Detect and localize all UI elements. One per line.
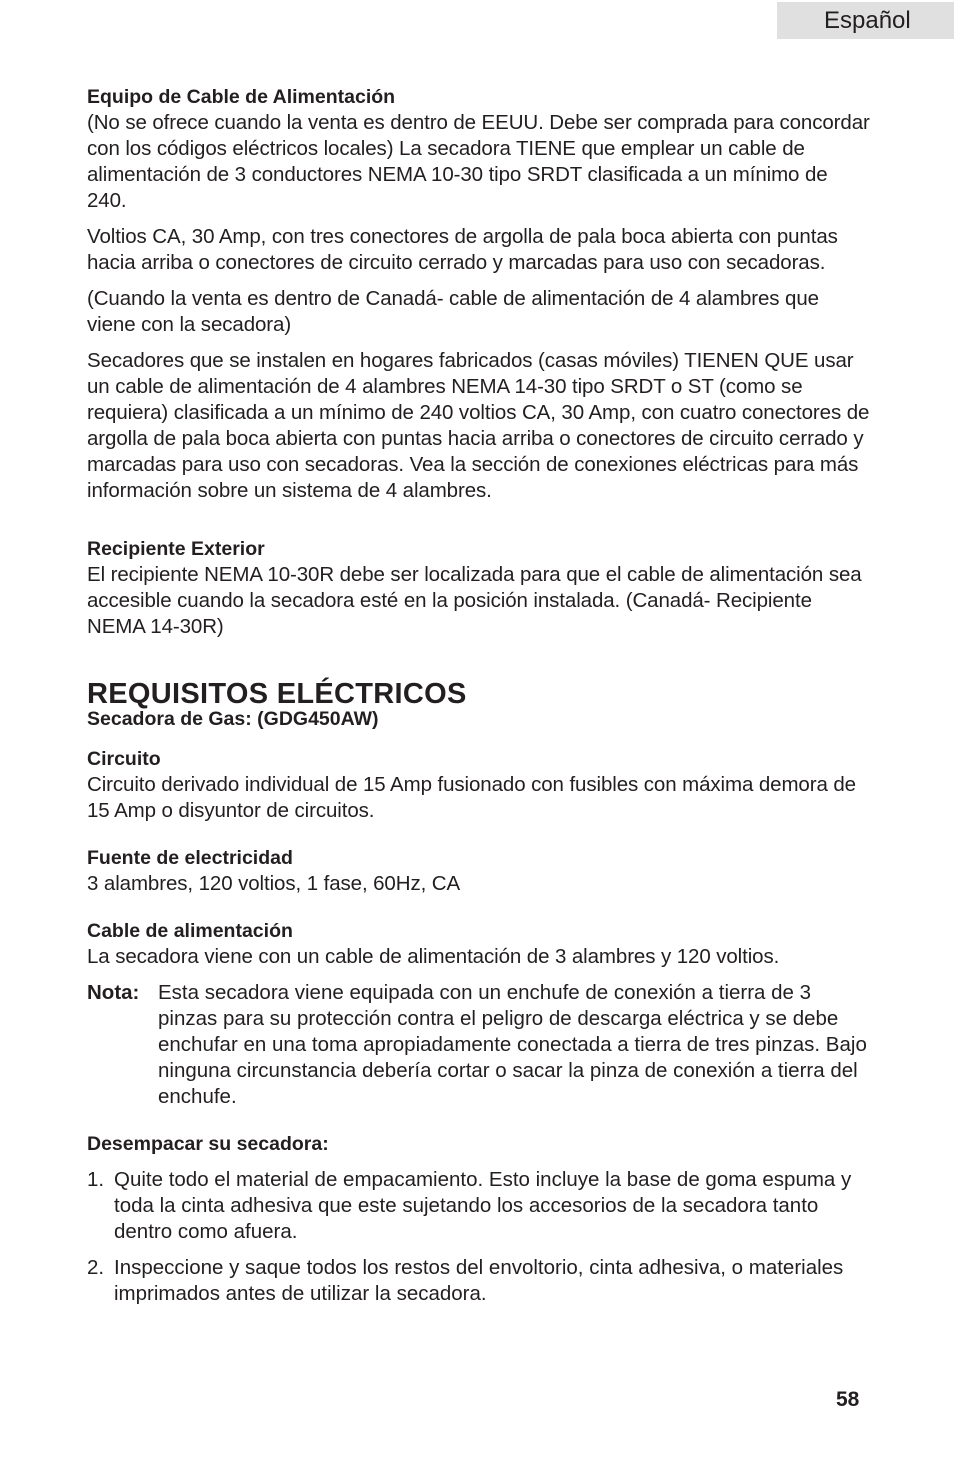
note-label: Nota: xyxy=(87,981,140,1004)
receptacle-paragraph: El recipiente NEMA 10-30R debe ser localizada para que el cable de alimentación sea accesible cuando la secadora esté en la posición instalada. (Canadá- Recipiente NEMA 14-30R) xyxy=(87,563,862,638)
power-source-text: 3 alambres, 120 voltios, 1 fase, 60Hz, CA xyxy=(87,872,461,895)
list-item-number: 1. xyxy=(87,1168,105,1191)
page-content xyxy=(87,84,872,1307)
cord-text: La secadora viene con un cable de alimentación de 3 alambres y 120 voltios. xyxy=(87,945,780,968)
receptacle-heading: Recipiente Exterior xyxy=(87,538,265,560)
power-cord-paragraph-4: Secadores que se instalen en hogares fabricados (casas móviles) TIENEN QUE usar un cable de alimentación de 4 alambres NEMA 14-30 tipo SRDT o ST (como se requiera) clasificada a un mínimo de 240 voltios CA, 30 Amp, con cuatro conectores de argolla de pala boca abierta con puntas hacia arriba o conectores de circuito cerrado y marcadas para uso con secadoras. Vea la sección de conexiones eléctricas para más información sobre un sistema de 4 alambres. xyxy=(87,349,870,502)
list-item-text: Quite todo el material de empacamiento. Esto incluye la base de goma espuma y toda la cinta adhesiva que este sujetando los accesorios de la secadora tanto dentro como afuera. xyxy=(114,1168,852,1243)
list-item xyxy=(87,1167,872,1245)
note-text: Esta secadora viene equipada con un enchufe de conexión a tierra de 3 pinzas para su protección contra el peligro de descarga eléctrica y se debe enchufar en una toma apropiadamente conectada a tierra de tres pinzas. Bajo ninguna circunstancia debería cortar o sacar la pinza de conexión a tierra del enchufe. xyxy=(158,981,867,1108)
page-number: 58 xyxy=(836,1388,860,1411)
power-cord-heading: Equipo de Cable de Alimentación xyxy=(87,86,396,108)
power-cord-paragraph-1: (No se ofrece cuando la venta es dentro de EEUU. Debe ser comprada para concordar con los códigos eléctricos locales) La secadora TIENE que emplear un cable de alimentación de 3 conductores NEMA 10-30 tipo SRDT clasificada a un mínimo de 240. xyxy=(87,111,870,212)
gas-dryer-subtitle: Secadora de Gas: (GDG450AW) xyxy=(87,708,379,730)
list-item-text: Inspeccione y saque todos los restos del envoltorio, cinta adhesiva, o materiales imprimados antes de utilizar la secadora. xyxy=(114,1256,844,1305)
circuit-text: Circuito derivado individual de 15 Amp fusionado con fusibles con máxima demora de 15 Amp o disyuntor de circuitos. xyxy=(87,773,856,822)
cord-heading: Cable de alimentación xyxy=(87,920,293,942)
list-item-number: 2. xyxy=(87,1256,105,1279)
power-cord-paragraph-3: (Cuando la venta es dentro de Canadá- cable de alimentación de 4 alambres que viene con la secadora) xyxy=(87,287,819,336)
electrical-requirements-title: REQUISITOS ELÉCTRICOS xyxy=(87,678,467,710)
language-tab: Español xyxy=(777,2,954,39)
list-item xyxy=(87,1255,872,1307)
power-source-heading: Fuente de electricidad xyxy=(87,847,293,869)
unpack-heading: Desempacar su secadora: xyxy=(87,1133,329,1155)
circuit-heading: Circuito xyxy=(87,748,161,770)
power-cord-paragraph-2: Voltios CA, 30 Amp, con tres conectores de argolla de pala boca abierta con puntas hacia arriba o conectores de circuito cerrado y marcadas para uso con secadoras. xyxy=(87,225,838,274)
safety-note xyxy=(87,980,872,1110)
